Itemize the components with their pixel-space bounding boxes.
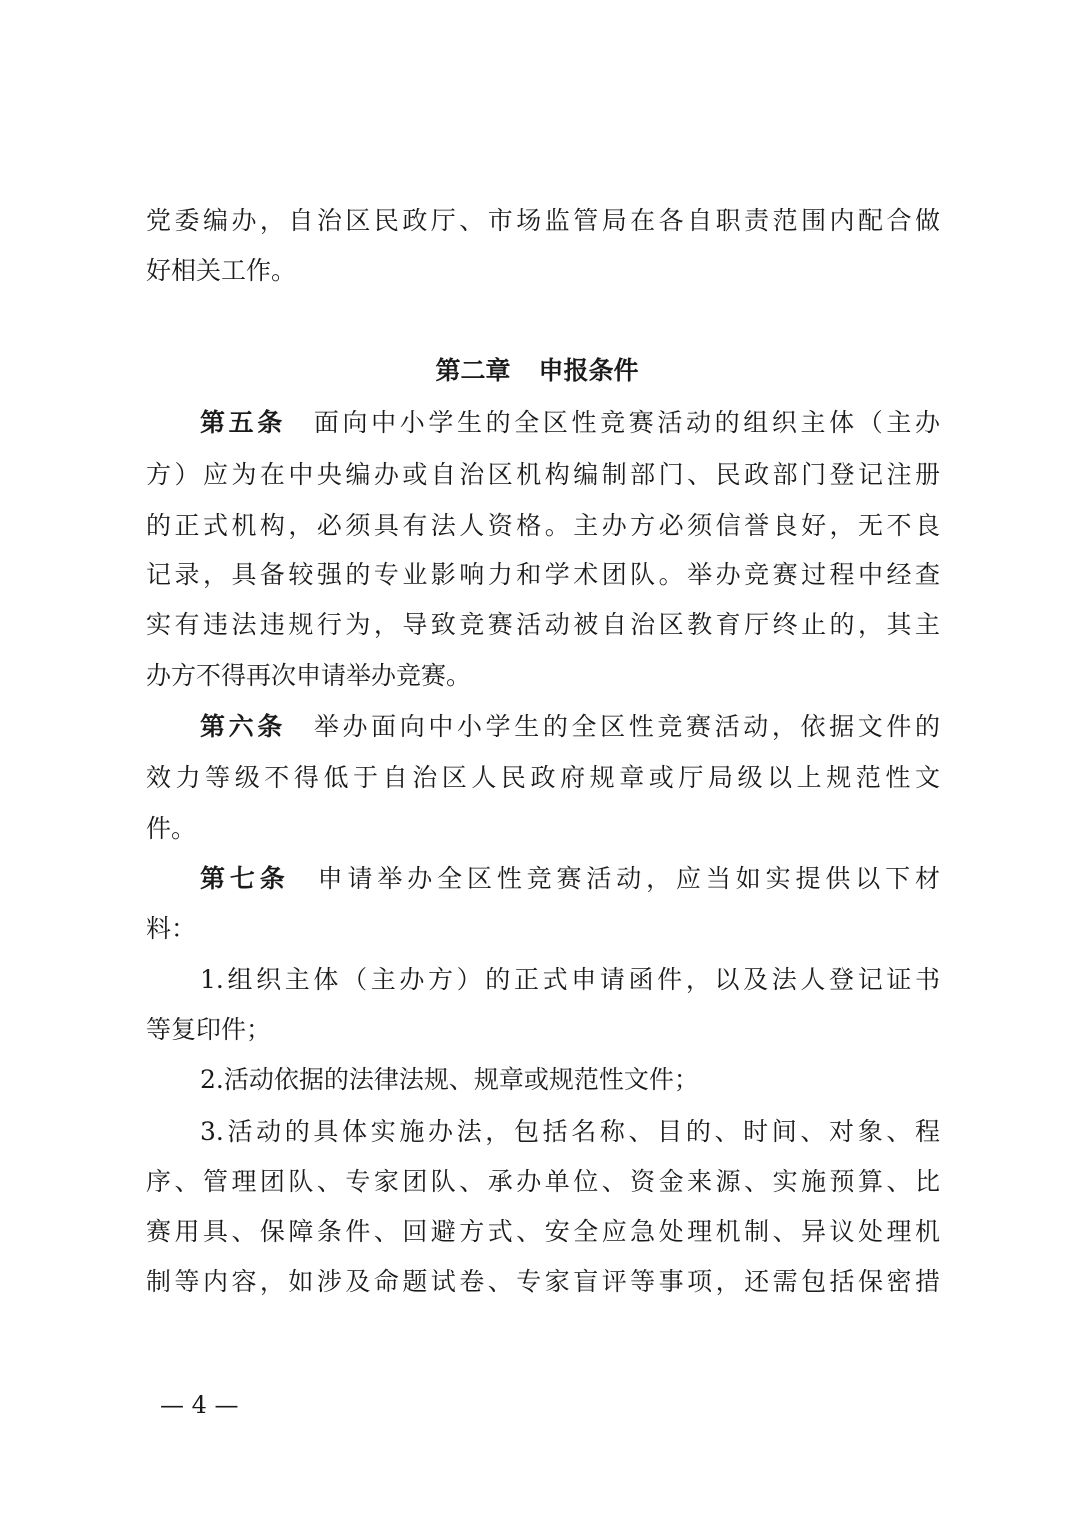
article-5-text: 面向中小学生的全区性竞赛活动的组织主体（主办: [313, 408, 940, 437]
article-5-line: 记录，具备较强的专业影响力和学术团队。举办竞赛过程中经查: [146, 560, 940, 589]
article-7-label: 第七条: [200, 864, 290, 893]
article-6-line: 件。: [146, 814, 197, 843]
article-7-first-line: [200, 862, 940, 896]
chapter-heading: [0, 354, 1074, 388]
article-6-text: 举办面向中小学生的全区性竞赛活动，依据文件的: [313, 712, 940, 741]
article-5-label: 第五条: [200, 408, 286, 437]
article-6-line: 效力等级不得低于自治区人民政府规章或厅局级以上规范性文: [146, 763, 940, 792]
article-5-line: 的正式机构，必须具有法人资格。主办方必须信誉良好，无不良: [146, 511, 940, 540]
list-item-1: 1.组织主体（主办方）的正式申请函件，以及法人登记证书: [200, 965, 940, 994]
intro-line: 好相关工作。: [146, 256, 297, 285]
article-5-line: 实有违法违规行为，导致竞赛活动被自治区教育厅终止的，其主: [146, 610, 940, 639]
list-item-1-continued: 等复印件；: [146, 1015, 272, 1044]
list-item-3-continued: 制等内容，如涉及命题试卷、专家盲评等事项，还需包括保密措: [146, 1267, 940, 1296]
article-5-line: 方）应为在中央编办或自治区机构编制部门、民政部门登记注册: [146, 460, 940, 489]
list-item-2: 2.活动依据的法律法规、规章或规范性文件；: [200, 1065, 699, 1094]
article-6-first-line: [200, 710, 940, 744]
chapter-number: 第二章: [435, 356, 511, 385]
article-7-text: 申请举办全区性竞赛活动，应当如实提供以下材: [317, 864, 940, 893]
article-5-line: 办方不得再次申请举办竞赛。: [146, 661, 472, 690]
list-item-3-continued: 序、管理团队、专家团队、承办单位、资金来源、实施预算、比: [146, 1167, 940, 1196]
list-item-3-continued: 赛用具、保障条件、回避方式、安全应急处理机制、异议处理机: [146, 1217, 940, 1246]
article-6-label: 第六条: [200, 712, 286, 741]
page-number: — 4 —: [160, 1391, 239, 1419]
article-7-line: 料：: [146, 914, 197, 943]
list-item-3: 3.活动的具体实施办法，包括名称、目的、时间、对象、程: [200, 1117, 940, 1146]
intro-line: 党委编办，自治区民政厅、市场监管局在各自职责范围内配合做: [146, 206, 940, 235]
article-5-first-line: [200, 406, 940, 440]
chapter-title: 申报条件: [538, 356, 639, 385]
